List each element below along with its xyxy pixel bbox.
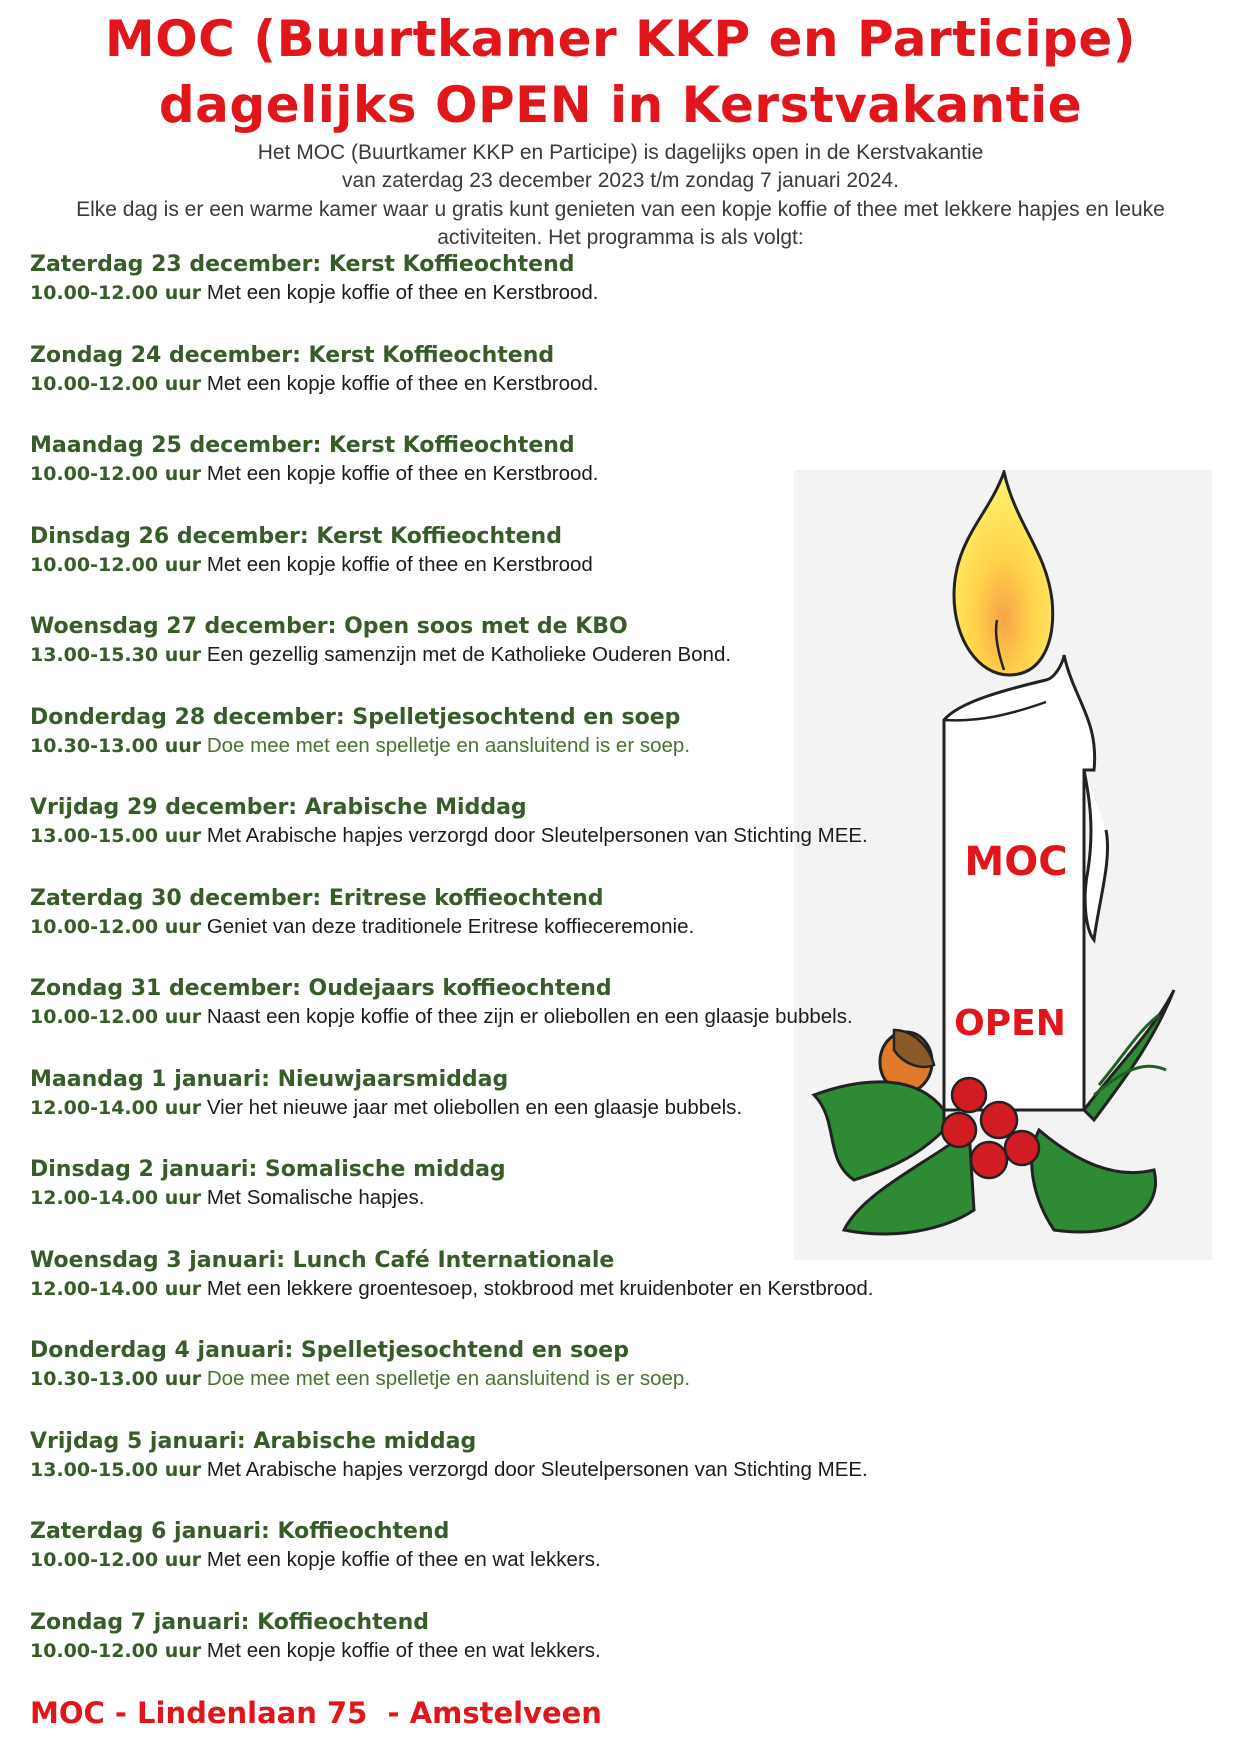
program-entry xyxy=(30,1247,930,1338)
program-entry-heading: Dinsdag 2 januari: Somalische middag xyxy=(30,1157,506,1182)
page-title-line-2: dagelijks OPEN in Kerstvakantie xyxy=(158,76,1083,134)
program-entry-description: Met een lekkere groentesoep, stokbrood met kruidenboter en Kerstbrood. xyxy=(206,1276,874,1300)
program-entry-heading: Vrijdag 29 december: Arabische Middag xyxy=(30,795,527,820)
program-entry-time: 12.00-14.00 uur xyxy=(30,1096,202,1119)
program-entry-description: Doe mee met een spelletje en aansluitend is er soep. xyxy=(206,1367,691,1390)
program-entry-time: 10.00-12.00 uur xyxy=(30,1006,202,1028)
program-entry-heading: Donderdag 28 december: Spelletjesochtend en soep xyxy=(30,704,681,730)
program-entry-time: 13.00-15.30 uur xyxy=(30,644,202,666)
program-entry-description: Een gezellig samenzijn met de Katholieke Ouderen Bond. xyxy=(206,643,732,666)
program-entry xyxy=(30,1428,930,1519)
program-entry-description: Met een kopje koffie of thee en Kerstbrood. xyxy=(206,371,599,395)
program-entry-heading: Zaterdag 6 januari: Koffieochtend xyxy=(30,1519,450,1544)
program-entry xyxy=(30,1518,930,1609)
program-entry-details xyxy=(30,460,930,488)
program-entry-time: 10.30-13.00 uur xyxy=(30,1368,202,1390)
program-entry-details xyxy=(30,1003,930,1031)
program-entry-details xyxy=(30,1546,930,1574)
program-entry xyxy=(30,251,930,342)
program-entry-details xyxy=(30,1365,930,1393)
program-entry-heading: Donderdag 4 januari: Spelletjesochtend en soep xyxy=(30,1338,629,1363)
program-entry-heading: Zaterdag 30 december: Eritrese koffieochtend xyxy=(30,885,604,911)
program-entry xyxy=(30,1337,930,1428)
program-entry-description: Doe mee met een spelletje en aansluitend is er soep. xyxy=(206,733,691,757)
program-entry-description: Met een kopje koffie of thee en Kerstbrood. xyxy=(206,462,599,485)
program-entry-details xyxy=(30,370,930,398)
program-entry xyxy=(30,1609,930,1700)
program-entry-details xyxy=(30,1184,930,1212)
program-entry xyxy=(30,794,930,885)
program-entry-description: Met Arabische hapjes verzorgd door Sleutelpersonen van Stichting MEE. xyxy=(206,824,868,847)
program-entry-heading: Zaterdag 23 december: Kerst Koffieochtend xyxy=(30,252,575,277)
program-entry xyxy=(30,432,930,523)
program-entry-time: 10.00-12.00 uur xyxy=(30,372,202,395)
program-entry-heading: Vrijdag 5 januari: Arabische middag xyxy=(30,1428,477,1454)
program-entry-time: 13.00-15.00 uur xyxy=(30,1458,202,1481)
program-entry-time: 10.00-12.00 uur xyxy=(30,282,202,304)
page-title-line-1: MOC (Buurtkamer KKP en Participe) xyxy=(104,10,1137,68)
program-entry xyxy=(30,704,930,795)
program-entry xyxy=(30,1156,930,1247)
program-entry-details xyxy=(30,822,930,850)
program-entry-details xyxy=(30,1094,930,1122)
program-entry-description: Naast een kopje koffie of thee zijn er oliebollen en een glaasje bubbels. xyxy=(206,1005,853,1028)
program-entry-time: 10.00-12.00 uur xyxy=(30,463,202,485)
program-entry-time: 12.00-14.00 uur xyxy=(30,1187,202,1209)
program-entry-details xyxy=(30,1275,930,1303)
intro-line-1: Het MOC (Buurtkamer KKP en Participe) is dagelijks open in de Kerstvakantie xyxy=(257,141,984,164)
program-entry-heading: Zondag 31 december: Oudejaars koffieochtend xyxy=(30,976,612,1001)
program-entry-time: 12.00-14.00 uur xyxy=(30,1277,202,1300)
program-entry-heading: Woensdag 27 december: Open soos met de KBO xyxy=(30,614,628,639)
program-entry-heading: Maandag 1 januari: Nieuwjaarsmiddag xyxy=(30,1066,509,1092)
program-entry-details xyxy=(30,1637,930,1665)
program-list xyxy=(30,251,930,1699)
program-entry-details xyxy=(30,732,930,760)
program-entry-details xyxy=(30,641,930,669)
candle-label-moc: MOC xyxy=(964,839,1068,885)
intro-line-3: Elke dag is er een warme kamer waar u gratis kunt genieten van een kopje koffie of thee met lekkere hapjes en leuke xyxy=(76,198,1165,221)
program-entry xyxy=(30,342,930,433)
program-entry-heading: Dinsdag 26 december: Kerst Koffieochtend xyxy=(30,523,562,549)
program-entry-description: Vier het nieuwe jaar met oliebollen en een glaasje bubbels. xyxy=(206,1095,743,1119)
program-entry-description: Met Somalische hapjes. xyxy=(206,1186,425,1209)
program-entry-heading: Maandag 25 december: Kerst Koffieochtend xyxy=(30,433,575,458)
program-entry xyxy=(30,523,930,614)
program-entry-time: 10.00-12.00 uur xyxy=(30,1639,202,1662)
program-entry-heading: Woensdag 3 januari: Lunch Café Internationale xyxy=(30,1247,615,1273)
program-entry-details xyxy=(30,551,930,579)
program-entry-description: Met een kopje koffie of thee en Kerstbrood. xyxy=(206,281,599,304)
program-entry xyxy=(30,1066,930,1157)
intro-line-4: activiteiten. Het programma is als volgt: xyxy=(437,226,804,249)
program-entry xyxy=(30,885,930,976)
program-entry-heading: Zondag 7 januari: Koffieochtend xyxy=(30,1609,429,1635)
program-entry xyxy=(30,613,930,704)
program-entry-description: Met een kopje koffie of thee en wat lekkers. xyxy=(206,1548,601,1571)
program-entry-details xyxy=(30,913,930,941)
program-entry-description: Geniet van deze traditionele Eritrese koffieceremonie. xyxy=(206,914,695,938)
program-entry-time: 10.00-12.00 uur xyxy=(30,1549,202,1571)
program-entry-time: 10.00-12.00 uur xyxy=(30,915,202,938)
program-entry-description: Met Arabische hapjes verzorgd door Sleutelpersonen van Stichting MEE. xyxy=(206,1457,868,1481)
program-entry-time: 10.00-12.00 uur xyxy=(30,553,202,576)
program-entry-details xyxy=(30,1456,930,1484)
program-entry-time: 13.00-15.00 uur xyxy=(30,825,202,847)
program-entry-details xyxy=(30,279,930,307)
candle-label-open: OPEN xyxy=(954,1003,1066,1044)
program-entry xyxy=(30,975,930,1066)
program-entry-description: Met een kopje koffie of thee en Kerstbrood xyxy=(206,552,593,576)
program-entry-time: 10.30-13.00 uur xyxy=(30,734,202,757)
program-entry-description: Met een kopje koffie of thee en wat lekkers. xyxy=(206,1638,601,1662)
program-entry-heading: Zondag 24 december: Kerst Koffieochtend xyxy=(30,342,555,368)
footer-address: MOC - Lindenlaan 75 - Amstelveen xyxy=(30,1696,602,1730)
intro-line-2: van zaterdag 23 december 2023 t/m zondag 7 januari 2024. xyxy=(342,169,899,192)
